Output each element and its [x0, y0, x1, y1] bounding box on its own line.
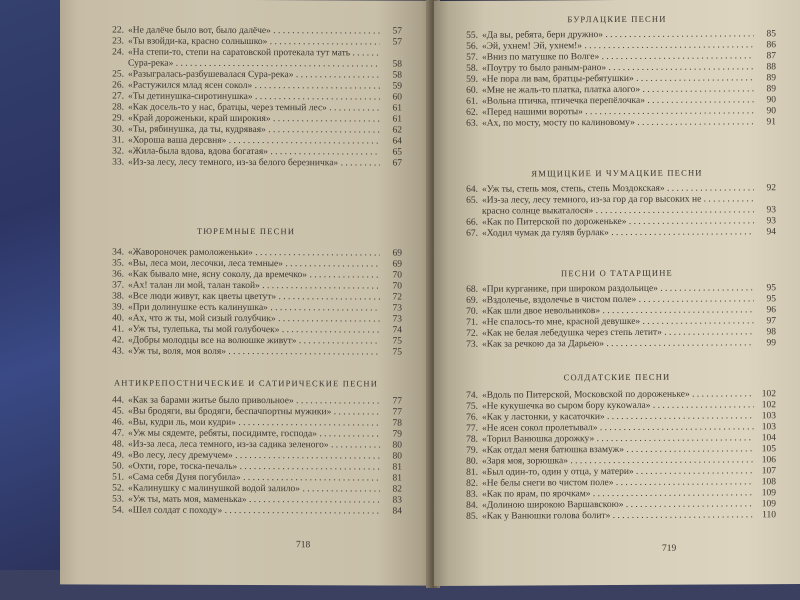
- entry-number: 60.: [466, 85, 478, 96]
- entry-title: «Вниз по матушке по Волге» . . .: [482, 51, 754, 63]
- entry-title: «Как за барами житье было привольное» . . .: [128, 396, 380, 408]
- entry-number: 79.: [466, 445, 478, 456]
- entry-number: 51.: [112, 472, 124, 483]
- entry-page-number: 73: [392, 303, 402, 314]
- entry-page-number: 60: [392, 92, 402, 103]
- entry-title: «Уж ты, мать моя, маменька» . . .: [128, 495, 380, 507]
- toc-entry: [456, 510, 776, 523]
- contents-block-2: [102, 247, 402, 358]
- entry-number: 25.: [112, 69, 124, 80]
- entry-title: «Ты, рябинушка, да ты, кудрявая» . . .: [128, 125, 380, 137]
- entry-title: «Из-за лесу, лесу темного, из-за гор да гор высоких не . . .: [482, 194, 754, 206]
- entry-page-number: 98: [766, 327, 776, 338]
- entry-number: 61.: [466, 96, 478, 107]
- entry-title: «Из-за леса, леса темного, из-за садика зеленого» . . .: [128, 440, 380, 452]
- entry-title: «Эй, ухнем! Эй, ухнем!» . . .: [482, 40, 754, 52]
- entry-title: «Жила-была вдова, вдова богатая» . . .: [128, 147, 380, 159]
- entry-title: «Шел солдат с походу» . . .: [128, 506, 380, 518]
- entry-title: «Уж ты, воля, моя воля» . . .: [128, 347, 380, 359]
- entry-number: 50.: [112, 461, 124, 472]
- open-book: [60, 0, 800, 592]
- entry-page-number: 87: [766, 51, 776, 62]
- entry-number: 34.: [112, 247, 124, 258]
- entry-page-number: 99: [766, 338, 776, 349]
- entry-title: Сура-река» . . .: [128, 59, 380, 71]
- contents-block-4: [456, 389, 776, 523]
- entry-number: 37.: [112, 280, 124, 291]
- toc-entry: [102, 505, 402, 517]
- entry-title: «Как отдал меня батюшка взамуж» . . .: [482, 444, 754, 456]
- entry-number: 75.: [466, 401, 478, 412]
- entry-number: 30.: [112, 124, 124, 135]
- entry-title: «Как у Ванюшки голова болит» . . .: [482, 510, 754, 522]
- entry-number: 57.: [466, 52, 478, 63]
- entry-title: «Ты детинушка-сиротинушка» . . .: [128, 92, 380, 104]
- entry-number: 39.: [112, 302, 124, 313]
- entry-title: «Ах, что ж ты, мой сизый голубчик» . . .: [128, 314, 380, 326]
- entry-number: 31.: [112, 135, 124, 146]
- entry-page-number: 84: [392, 506, 402, 517]
- entry-title: «Поутру то было раным-рано» . . .: [482, 62, 754, 74]
- entry-page-number: 79: [392, 429, 402, 440]
- entry-number: 56.: [466, 41, 478, 52]
- entry-number: 42.: [112, 335, 124, 346]
- entry-title: красно солнце выкаталося» . . .: [482, 205, 754, 217]
- entry-page-number: 57: [392, 37, 402, 48]
- entry-page-number: 109: [761, 488, 776, 499]
- entry-number: 71.: [466, 317, 478, 328]
- entry-title: «Не спалось-то мне, красной девушке» . . .: [482, 316, 754, 328]
- entry-page-number: 58: [392, 59, 402, 70]
- entry-number: 54.: [112, 505, 124, 516]
- entry-title: «Калинушку с малинушкой водой залило» . . .: [128, 484, 380, 496]
- section-title-prison-songs: ТЮРЕМНЫЕ ПЕСНИ: [196, 225, 296, 237]
- contents-block-3: [102, 395, 402, 517]
- entry-number: 81.: [466, 467, 478, 478]
- entry-page-number: [380, 48, 402, 59]
- section-title-tatar-songs: ПЕСНИ О ТАТАРЩИНЕ: [561, 267, 673, 279]
- entry-title: «Долиною широкою Варшавскою» . . .: [482, 499, 754, 511]
- entry-number: 33.: [112, 157, 124, 168]
- entry-title: «Вольна птичка, птичечка перепёлочка» . . .: [482, 95, 754, 107]
- entry-number: 29.: [112, 113, 124, 124]
- entry-page-number: 95: [766, 294, 776, 305]
- entry-number: 80.: [466, 456, 478, 467]
- entry-number: 40.: [112, 313, 124, 324]
- entry-title: «Ах, по мосту, мосту по калиновому» . . .: [482, 117, 754, 129]
- right-page: [434, 0, 800, 586]
- entry-page-number: 102: [761, 400, 776, 411]
- entry-title: «Ходил чумак да гуляв бурлак» . . .: [482, 227, 754, 239]
- entry-number: 66.: [466, 217, 478, 228]
- entry-number: 26.: [112, 80, 124, 91]
- entry-page-number: 62: [392, 125, 402, 136]
- entry-page-number: 89: [766, 84, 776, 95]
- entry-page-number: 64: [392, 136, 402, 147]
- entry-number: 47.: [112, 428, 124, 439]
- entry-number: 82.: [466, 478, 478, 489]
- entry-title: «Мне не жаль-то платка, платка алого» . . .: [482, 84, 754, 96]
- entry-title: «Заря моя, зорюшка» . . .: [482, 455, 754, 467]
- entry-title: «Не далёче было вот, было далёче» . . .: [128, 26, 380, 38]
- entry-title: «Как у ластонки, у касаточки» . . .: [482, 411, 754, 423]
- entry-title: «Все люди живут, как цветы цветут» . . .: [128, 292, 380, 304]
- entry-title: «На степи-то, степи на саратовской протекала тут мать . . .: [128, 48, 380, 60]
- entry-page-number: 83: [392, 495, 402, 506]
- entry-page-number: 81: [392, 462, 402, 473]
- entry-number: 36.: [112, 269, 124, 280]
- entry-number: 52.: [112, 483, 124, 494]
- entry-page-number: 75: [392, 336, 402, 347]
- entry-title: «Жавороночек рамоложеньки» . . .: [128, 248, 380, 260]
- entry-page-number: 97: [766, 316, 776, 327]
- entry-page-number: 107: [761, 466, 776, 477]
- entry-number: 46.: [112, 417, 124, 428]
- entry-title: «Разыгралась-разбушевалася Сура-река» . . .: [128, 70, 380, 82]
- entry-number: 62.: [466, 107, 478, 118]
- entry-title: «Да вы, ребята, берн дружно» . . .: [482, 29, 754, 41]
- entry-page-number: 74: [392, 325, 402, 336]
- entry-number: 83.: [466, 489, 478, 500]
- entry-page-number: 90: [766, 106, 776, 117]
- entry-page-number: 69: [392, 259, 402, 270]
- entry-page-number: 103: [761, 411, 776, 422]
- entry-number: 24.: [112, 47, 124, 58]
- entry-page-number: 78: [392, 418, 402, 429]
- entry-number: 45.: [112, 406, 124, 417]
- entry-title: «Торил Ванюшка дорожку» . . .: [482, 433, 754, 445]
- entry-number: 27.: [112, 91, 124, 102]
- entry-page-number: 85: [766, 29, 776, 40]
- entry-page-number: 72: [392, 292, 402, 303]
- entry-page-number: 67: [392, 158, 402, 169]
- entry-number: 48.: [112, 439, 124, 450]
- left-page: [60, 0, 432, 586]
- entry-title: «Не ясен сокол пролетывал» . . .: [482, 422, 754, 434]
- entry-number: 43.: [112, 346, 124, 357]
- entry-title: «Вы, кудри ль, мои кудри» . . .: [128, 418, 380, 430]
- entry-title: «Во лесу, лесу дремучем» . . .: [128, 451, 380, 463]
- entry-title: «Ах! талан ли мой, талан такой» . . .: [128, 281, 380, 293]
- entry-number: 72.: [466, 328, 478, 339]
- entry-number: 59.: [466, 74, 478, 85]
- entry-page-number: 65: [392, 147, 402, 158]
- entry-page-number: [754, 194, 776, 205]
- entry-number: 76.: [466, 412, 478, 423]
- entry-page-number: 61: [392, 103, 402, 114]
- entry-page-number: 95: [766, 283, 776, 294]
- entry-number: 63.: [466, 118, 478, 129]
- entry-title: «Вы бродяги, вы бродяги, беспачпортны мужики» . . .: [128, 407, 380, 419]
- entry-page-number: 58: [392, 70, 402, 81]
- entry-page-number: 86: [766, 40, 776, 51]
- entry-page-number: 82: [392, 484, 402, 495]
- entry-number: 78.: [466, 434, 478, 445]
- entry-page-number: 80: [392, 440, 402, 451]
- entry-title: «Как досель-то у нас, братцы, через темный лес» . . .: [128, 103, 380, 115]
- entry-page-number: 90: [766, 95, 776, 106]
- entry-title: «Уж мы сядемте, ребяты, посидимте, господа» . . .: [128, 429, 380, 441]
- entry-title: «Ты взойди-ка, красно солнышко» . . .: [128, 37, 380, 49]
- entry-page-number: 91: [766, 117, 776, 128]
- entry-title: «Охти, горе, тоска-печаль» . . .: [128, 462, 380, 474]
- entry-number: 77.: [466, 423, 478, 434]
- contents-block-3: [456, 283, 776, 351]
- entry-title: «Не пора ли вам, братцы-ребятушки» . . .: [482, 73, 754, 85]
- entry-page-number: 103: [761, 422, 776, 433]
- entry-title: «Не белы снеги во чистом поле» . . .: [482, 477, 754, 489]
- entry-title: «Из-за лесу, лесу темного, из-за белого березничка» . . .: [128, 158, 380, 170]
- entry-page-number: 77: [392, 396, 402, 407]
- entry-title: «При курганике, при широком раздольице» . . .: [482, 283, 754, 295]
- toc-entry: [456, 227, 776, 240]
- section-title-anti-serfdom-songs: АНТИКРЕПОСТНИЧЕСКИЕ И САТИРИЧЕСКИЕ ПЕСНИ: [113, 377, 379, 389]
- entry-page-number: 93: [766, 216, 776, 227]
- entry-number: 73.: [466, 339, 478, 350]
- entry-number: 67.: [466, 228, 478, 239]
- section-title-coachman-songs: ЯМЩИЦКИЕ И ЧУМАЦКИЕ ПЕСНИ: [531, 167, 703, 179]
- entry-title: «Растужился млад ясен сокол» . . .: [128, 81, 380, 93]
- entry-title: «При долинушке есть калинушка» . . .: [128, 303, 380, 315]
- entry-number: 70.: [466, 306, 478, 317]
- entry-title: «Был один-то, один у отца, у матери» . . .: [482, 466, 754, 478]
- entry-page-number: 109: [761, 499, 776, 510]
- entry-title: «Как за речкою да за Дарьею» . . .: [482, 338, 754, 350]
- section-title-soldier-songs: СОЛДАТСКИЕ ПЕСНИ: [563, 371, 671, 383]
- entry-page-number: 69: [392, 248, 402, 259]
- entry-number: 65.: [466, 195, 478, 206]
- entry-number: 64.: [466, 184, 478, 195]
- contents-block-1: [456, 29, 776, 130]
- entry-number: 35.: [112, 258, 124, 269]
- entry-number: 74.: [466, 390, 478, 401]
- entry-number: 49.: [112, 450, 124, 461]
- entry-title: «Как шли двое невольников» . . .: [482, 305, 754, 317]
- entry-title: «Уж ты, тулепька, ты мой голубочек» . . .: [128, 325, 380, 337]
- entry-page-number: 57: [392, 26, 402, 37]
- entry-title: «Уж ты, степь моя, степь, степь Моздокская» . . .: [482, 183, 754, 195]
- entry-title: «Сама себя Дуня погубила» . . .: [128, 473, 380, 485]
- entry-number: 23.: [112, 36, 124, 47]
- entry-title: «Перед нашими вороты» . . .: [482, 106, 754, 118]
- entry-page-number: 59: [392, 81, 402, 92]
- entry-page-number: 104: [761, 433, 776, 444]
- entry-page-number: 110: [762, 510, 776, 521]
- toc-entry: [102, 157, 402, 169]
- toc-entry: [456, 117, 776, 130]
- entry-title: «Как бывало мне, ясну соколу, да времечко» . . .: [128, 270, 380, 282]
- entry-number: 22.: [112, 25, 124, 36]
- entry-page-number: 73: [392, 314, 402, 325]
- entry-number: 44.: [112, 395, 124, 406]
- entry-number: [102, 58, 128, 69]
- entry-number: 28.: [112, 102, 124, 113]
- entry-page-number: 88: [766, 62, 776, 73]
- entry-page-number: 81: [392, 473, 402, 484]
- entry-title: «Вдоль по Питерской, Московской по дороженьке» . . .: [482, 389, 754, 401]
- entry-number: 38.: [112, 291, 124, 302]
- entry-title: «Вздолечье, вздолечье в чистом поле» . . .: [482, 294, 754, 306]
- entry-title: «Добры молодцы все на волюшке живут» . . .: [128, 336, 380, 348]
- entry-page-number: 70: [392, 281, 402, 292]
- entry-page-number: 89: [766, 73, 776, 84]
- entry-number: 84.: [466, 500, 478, 511]
- entry-page-number: 61: [392, 114, 402, 125]
- entry-number: 53.: [112, 494, 124, 505]
- page-number-left: 718: [296, 540, 311, 551]
- entry-title: «Хороша ваша дерсвня» . . .: [128, 136, 380, 148]
- entry-page-number: 80: [392, 451, 402, 462]
- entry-page-number: 77: [392, 407, 402, 418]
- section-title-burlak-songs: БУРЛАЦКИЕ ПЕСНИ: [567, 13, 667, 25]
- entry-page-number: 94: [766, 227, 776, 238]
- entry-page-number: 108: [761, 477, 776, 488]
- entry-page-number: 105: [761, 444, 776, 455]
- entry-number: 32.: [112, 146, 124, 157]
- entry-page-number: 93: [766, 205, 776, 216]
- contents-block-2: [456, 183, 776, 240]
- entry-title: «Край дороженьки, край широкия» . . .: [128, 114, 380, 126]
- entry-number: 68.: [466, 284, 478, 295]
- entry-title: «Вы, леса мои, лесочки, леса темные» . . .: [128, 259, 380, 271]
- entry-title: «Как по Питерской по дороженьке» . . .: [482, 216, 754, 228]
- entry-number: 55.: [466, 30, 478, 41]
- entry-page-number: 92: [766, 183, 776, 194]
- entry-title: «Не кукушечка во сыром бору кукowала» . . .: [482, 400, 754, 412]
- entry-page-number: 102: [761, 389, 776, 400]
- entry-number: 58.: [466, 63, 478, 74]
- entry-title: «Как по ярам, по ярочкам» . . .: [482, 488, 754, 500]
- entry-number: [456, 207, 482, 218]
- entry-number: 41.: [112, 324, 124, 335]
- entry-page-number: 106: [761, 455, 776, 466]
- entry-page-number: 96: [766, 305, 776, 316]
- entry-title: «Как не белая лебедушка через степь летит» . . .: [482, 327, 754, 339]
- contents-block-1: [102, 25, 402, 169]
- page-number-right: 719: [662, 543, 677, 554]
- entry-number: 85.: [466, 511, 478, 522]
- entry-number: 69.: [466, 295, 478, 306]
- entry-page-number: 70: [392, 270, 402, 281]
- entry-page-number: 75: [392, 347, 402, 358]
- toc-entry: [456, 338, 776, 351]
- toc-entry: [102, 346, 402, 358]
